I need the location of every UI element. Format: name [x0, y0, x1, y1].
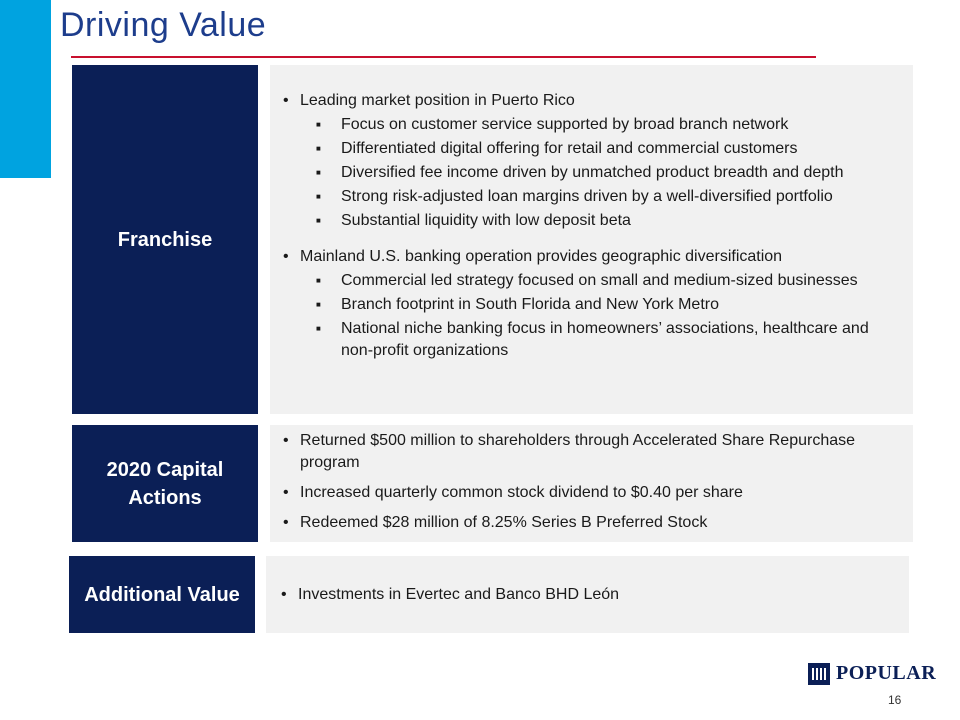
- additional-value-label: [69, 556, 255, 633]
- franchise-bullet: • Mainland U.S. banking operation provides geographic diversification ■ Commercial led strategy focused on small and medium-sized businesses ■ Branch footprint in South Florida and New York Metro ■ National niche banking focus in homeowners’ associations, healthcare and non-profit organizations: [280, 246, 901, 362]
- capital-actions-label: [72, 425, 258, 542]
- capital-actions-bullet: • Redeemed $28 million of 8.25% Series B Preferred Stock: [280, 512, 901, 534]
- franchise-panel: [270, 65, 913, 414]
- franchise-sub-bullet: ■ Commercial led strategy focused on small and medium-sized businesses: [300, 270, 901, 292]
- franchise-sub-bullet: ■ Focus on customer service supported by broad branch network: [300, 114, 901, 136]
- franchise-label: [72, 65, 258, 414]
- accent-bar: [0, 0, 51, 178]
- slide-title: Driving Value: [60, 6, 267, 44]
- page-number: 16: [888, 693, 902, 707]
- title-divider: [71, 56, 816, 58]
- additional-value-label-text: Additional Value: [84, 583, 240, 606]
- franchise-sub-bullet: ■ Differentiated digital offering for retail and commercial customers: [300, 138, 901, 160]
- capital-actions-label-text: 2020 Capital Actions: [106, 458, 224, 509]
- capital-actions-panel: [270, 425, 913, 542]
- franchise-sub-bullet: ■ National niche banking focus in homeowners’ associations, healthcare and non-profit organizations: [300, 318, 901, 362]
- popular-logo-icon: [808, 663, 830, 685]
- franchise-bullet: • Leading market position in Puerto Rico ■ Focus on customer service supported by broad branch network ■ Differentiated digital offering for retail and commercial customers ■ Diversified fee income driven by unmatched product breadth and depth ■ Strong risk-adjusted loan margins driven by a well-diversified portfolio ■ Substantial liquidity with low deposit beta: [280, 90, 901, 232]
- franchise-sub-bullet: ■ Strong risk-adjusted loan margins driven by a well-diversified portfolio: [300, 186, 901, 208]
- popular-logo: [808, 662, 936, 685]
- franchise-sub-bullet: ■ Diversified fee income driven by unmatched product breadth and depth: [300, 162, 901, 184]
- capital-actions-bullet: • Returned $500 million to shareholders through Accelerated Share Repurchase program: [280, 430, 901, 474]
- additional-value-bullet: • Investments in Evertec and Banco BHD León: [278, 584, 897, 606]
- franchise-sub-bullet: ■ Branch footprint in South Florida and New York Metro: [300, 294, 901, 316]
- capital-actions-bullet: • Increased quarterly common stock dividend to $0.40 per share: [280, 482, 901, 504]
- franchise-sub-bullet: ■ Substantial liquidity with low deposit beta: [300, 210, 901, 232]
- popular-logo-text: POPULAR: [836, 662, 937, 684]
- franchise-label-text: Franchise: [117, 228, 213, 251]
- additional-value-panel: [266, 556, 909, 633]
